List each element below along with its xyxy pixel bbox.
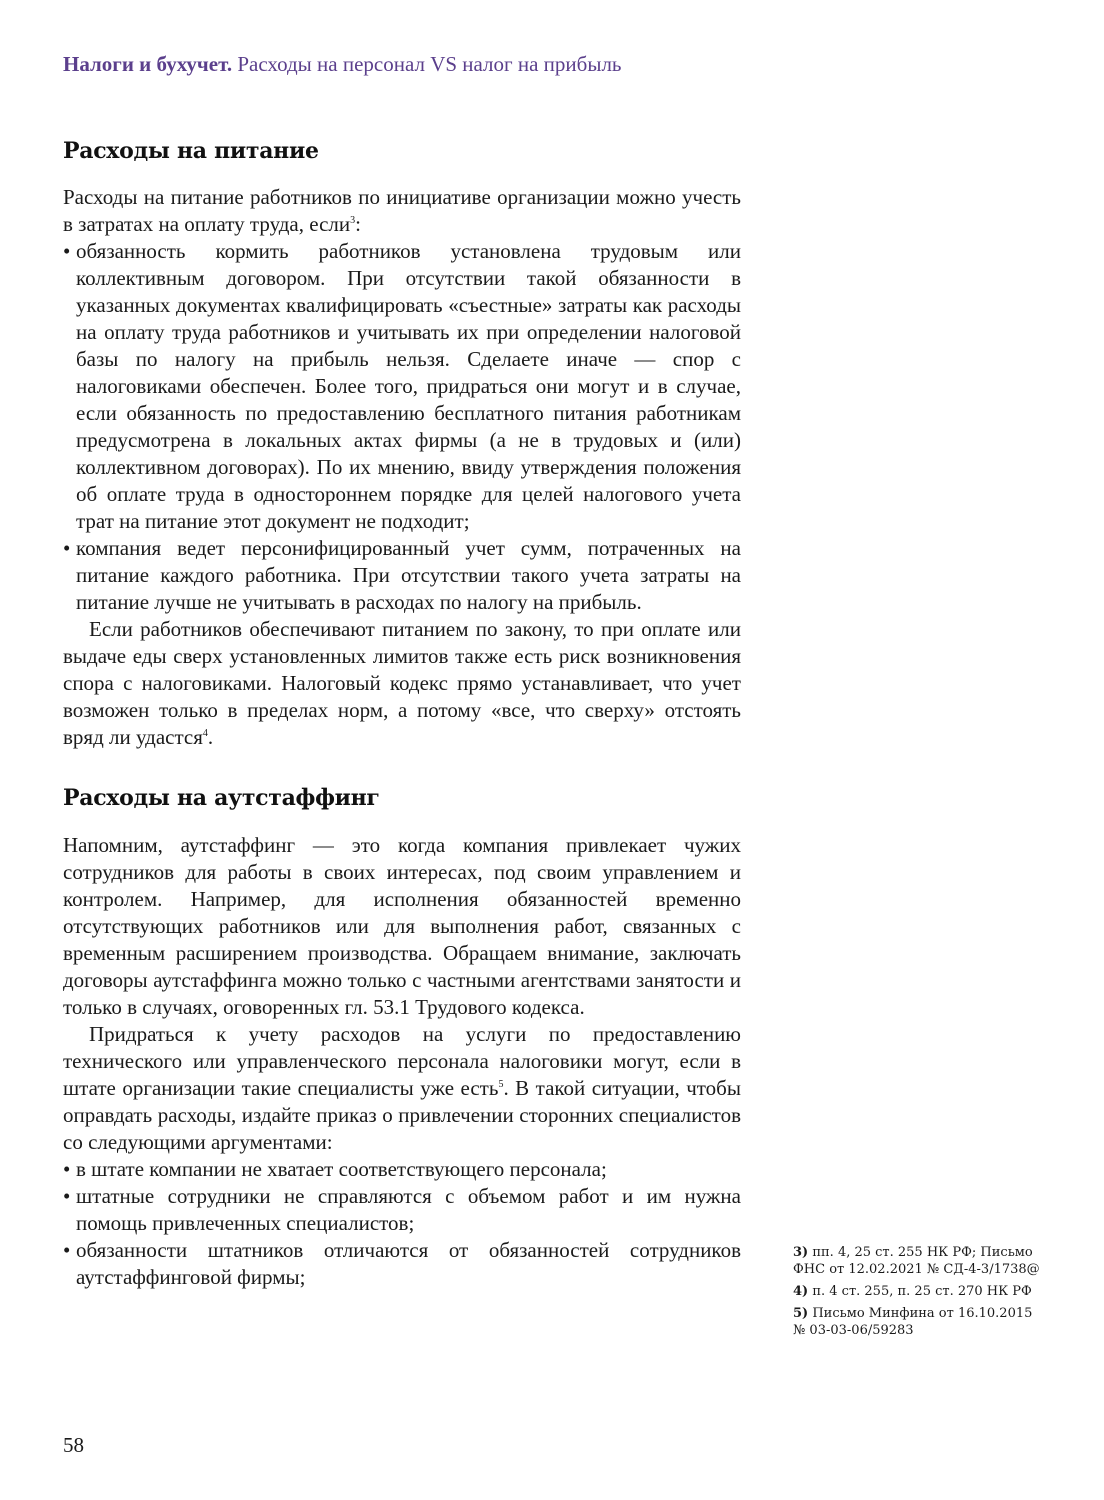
- footnote-number: 3): [793, 1245, 809, 1260]
- footnote-ref-4[interactable]: 4: [202, 728, 208, 739]
- bullet-icon: •: [63, 239, 71, 263]
- list-item: [63, 1156, 741, 1183]
- footnote-text: п. 4 ст. 255, п. 25 ст. 270 НК РФ: [812, 1284, 1032, 1299]
- list-item-text: компания ведет персонифицированный учет сумм, потраченных на питание каждого работника. При отсутствии такого учета затраты на питание лучше не учитывать в расходах по налогу на прибыль.: [76, 536, 741, 614]
- footnote-5: [793, 1305, 1043, 1339]
- list-item-text: обязанность кормить работников установлена трудовым или коллективным договором. При отсутствии такой обязанности в указанных документах квалифицировать «съестные» затраты как расходы на оплату труда работников и учитывать их при определении налоговой базы по налогу на прибыль нельзя. Сделаете иначе — спор с налоговиками обеспечен. Более того, придраться они могут и в случае, если обязанность по предоставлению бесплатного питания работникам предусмотрена в локальных актах фирмы (а не в трудовых и (или) коллективном договорах). По их мнению, ввиду утверждения положения об оплате труда в одностороннем порядке для целей налогового учета трат на питание этот документ не подходит;: [76, 239, 741, 533]
- bullet-icon: •: [63, 1157, 71, 1181]
- bullet-icon: •: [63, 536, 71, 560]
- section-heading-outstaffing: Расходы на аутстаффинг: [63, 785, 380, 811]
- section-food-closing: [63, 616, 741, 751]
- running-header: [63, 52, 622, 77]
- list-item: [63, 238, 741, 535]
- list-item: [63, 1183, 741, 1237]
- footnote-text: пп. 4, 25 ст. 255 НК РФ; Письмо ФНС от 12.02.2021 № СД-4-3/1738@: [793, 1245, 1040, 1277]
- section-heading-food: Расходы на питание: [63, 138, 319, 164]
- footnote-ref-5[interactable]: 5: [498, 1079, 504, 1090]
- main-column: [63, 138, 741, 1291]
- section-food-intro: [63, 184, 741, 238]
- list-item-text: обязанности штатников отличаются от обязанностей сотрудников аутстаффинговой фирмы;: [76, 1238, 741, 1289]
- footnote-text: Письмо Минфина от 16.10.2015 № 03-03-06/59283: [793, 1306, 1033, 1338]
- footnotes: [793, 1244, 1043, 1344]
- bullet-icon: •: [63, 1238, 71, 1262]
- list-item-text: в штате компании не хватает соответствующего персонала;: [76, 1157, 607, 1181]
- footnote-4: [793, 1283, 1043, 1300]
- header-section: Налоги и бухучет.: [63, 52, 233, 76]
- intro-text: Расходы на питание работников по инициативе организации можно учесть в затратах на оплату труда, если: [63, 185, 741, 236]
- footnote-ref-3[interactable]: 3: [350, 215, 356, 226]
- closing-text: Если работников обеспечивают питанием по закону, то при оплате или выдаче еды сверх установленных лимитов также есть риск возникновения спора с налоговиками. Налоговый кодекс прямо устанавливает, что учет возможен только в пределах норм, а потому «все, что сверху» отстоять вряд ли удастся: [63, 617, 741, 749]
- intro-tail: :: [355, 212, 361, 236]
- footnote-3: [793, 1244, 1043, 1278]
- second-text: Придраться к учету расходов на услуги по предоставлению технического или управленческого персонала налоговики могут, если в штате организации такие специалисты уже есть: [63, 1022, 741, 1100]
- list-item-text: штатные сотрудники не справляются с объемом работ и им нужна помощь привлеченных специалистов;: [76, 1184, 741, 1235]
- header-title: Расходы на персонал VS налог на прибыль: [237, 52, 622, 76]
- outstaffing-arguments-list: [63, 1156, 741, 1291]
- closing-tail: .: [207, 725, 214, 749]
- list-item: [63, 1237, 741, 1291]
- bullet-icon: •: [63, 1184, 71, 1208]
- page-number: 58: [63, 1433, 84, 1457]
- footnote-number: 4): [793, 1284, 809, 1299]
- second-tail: . В такой ситуации, чтобы оправдать расходы, издайте приказ о привлечении сторонних специалистов со следующими аргументами:: [63, 1076, 741, 1154]
- section-outstaffing-intro: Напомним, аутстаффинг — это когда компания привлекает чужих сотрудников для работы в своих интересах, под своим управлением и контролем. Например, для исполнения обязанностей временно отсутствующих работников или для выполнения работ, связанных с временным расширением производства. Обращаем внимание, заключать договоры аутстаффинга можно только с частными агентствами занятости и только в случаях, оговоренных гл. 53.1 Трудового кодекса.: [63, 833, 741, 1019]
- food-conditions-list: [63, 238, 741, 616]
- list-item: [63, 535, 741, 616]
- footnote-number: 5): [793, 1306, 809, 1321]
- section-outstaffing-second: [63, 1021, 741, 1156]
